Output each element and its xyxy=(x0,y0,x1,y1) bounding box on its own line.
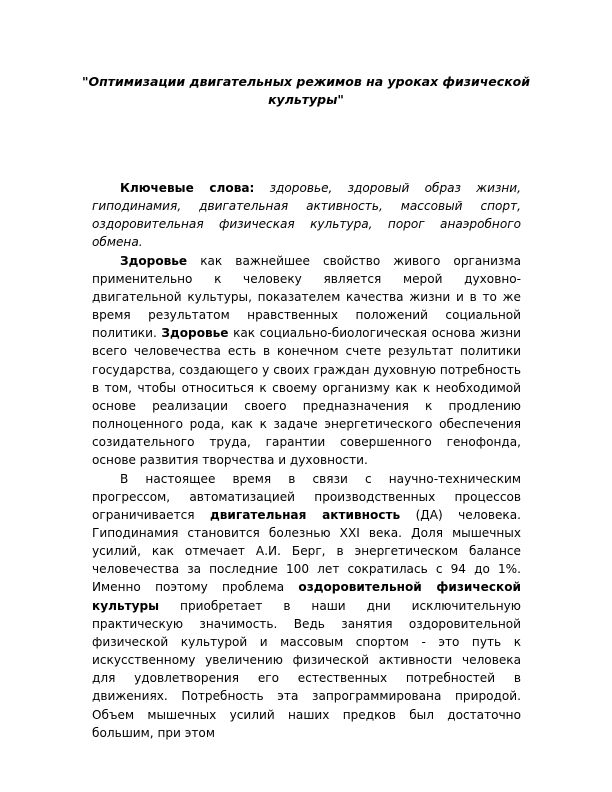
activity-text-3: приобретает в наши дни исключительную практическую значимость. Ведь занятия оздоровительной физической культурой и массовым спортом - это путь к искусственному увеличению физической активности человека для удовлетворения его естественных потребностей в движениях. Потребность эта запрограммирована природой. Объем мышечных усилий наших предков был достаточно большим, при этом xyxy=(92,598,521,740)
term-health: Здоровье xyxy=(120,253,188,268)
term-motor-activity: двигательная активность xyxy=(209,507,401,522)
health-text-2: как социально-биологическая основа жизни всего человечества есть в конечном счете результат политики государства, создающего у своих граждан духовную потребность в том, чтобы относиться к своему организму как к необходимой основе реализации своего предназначения к продлению полноценного рода, как к задаче энергетического обеспечения созидательного труда, гарантии совершенного генофонда, основе развития творчества и духовности. xyxy=(92,326,521,468)
activity-text-1: В настоящее время в связи с научно-техническим прогрессом, автоматизацией производственных процессов ограничивается xyxy=(92,471,521,522)
health-text-1: как важнейшее свойство живого организма применительно к человеку является мерой духовно-двигательной культуры, показателем качества жизни и в то же время результатом нравственных положений социальной политики. xyxy=(92,253,521,341)
term-health-physical-culture: оздоровительной физической культуры xyxy=(92,580,522,613)
keywords-list: здоровье, здоровый образ жизни, гиподинамия, двигательная активность, массовый спорт, оздоровительная физическая культура, порог анаэробного обмена. xyxy=(92,181,521,250)
keywords-label: Ключевые слова: xyxy=(120,181,255,195)
keywords-paragraph xyxy=(92,179,521,252)
health-paragraph xyxy=(92,252,521,470)
document-title: "Оптимизации двигательных режимов на уроках физической культуры" xyxy=(81,74,531,107)
activity-text-2: (ДА) человека. Гиподинамия становится болезнью XXI века. Доля мышечных усилий, как отмечает А.И. Берг, в энергетическом балансе человечества за последние 100 лет сократилась с 94 до 1%. Именно поэтому проблема xyxy=(92,507,521,595)
activity-paragraph xyxy=(92,470,521,742)
term-health-2: Здоровье xyxy=(161,326,229,341)
document-body xyxy=(92,179,521,742)
